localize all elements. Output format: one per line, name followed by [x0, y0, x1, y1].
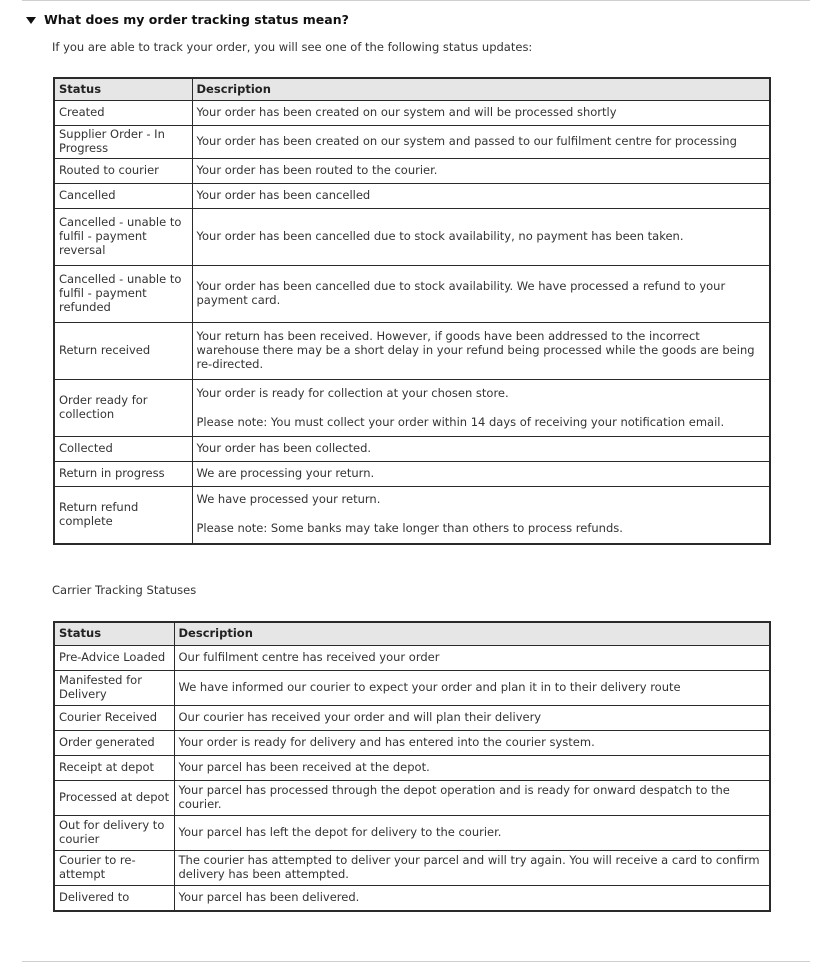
faq-intro-text: If you are able to track your order, you will see one of the following status updates:	[52, 40, 533, 54]
description-text: Please note: Some banks may take longer than others to process refunds.	[196, 521, 623, 536]
description-cell	[192, 487, 770, 544]
carrier-tracking-heading: Carrier Tracking Statuses	[52, 583, 197, 597]
description-cell	[192, 126, 770, 159]
description-text: We are processing your return.	[196, 466, 375, 481]
table-row	[54, 437, 770, 462]
description-text: Your order has been cancelled due to stock availability. We have processed a refund to your payment card.	[196, 279, 726, 307]
column-header-description: Description	[192, 78, 770, 101]
description-cell	[174, 851, 770, 886]
status-cell: Processed at depot	[54, 781, 174, 816]
description-text: Your parcel has processed through the depot operation and is ready for onward despatch to the courier.	[178, 783, 730, 811]
description-cell	[192, 266, 770, 323]
status-cell: Return refund complete	[54, 487, 192, 544]
table-row	[54, 646, 770, 671]
description-cell	[192, 184, 770, 209]
status-cell: Courier Received	[54, 706, 174, 731]
description-cell	[174, 731, 770, 756]
status-cell: Cancelled	[54, 184, 192, 209]
description-text: Your order is ready for collection at your chosen store.	[196, 385, 509, 400]
column-header-description: Description	[174, 622, 770, 646]
table-row	[54, 886, 770, 911]
table-row	[54, 671, 770, 706]
description-text: Your parcel has left the depot for delivery to the courier.	[178, 825, 502, 840]
carrier-status-table	[53, 621, 771, 912]
table-row	[54, 126, 770, 159]
table-row	[54, 209, 770, 266]
description-cell	[174, 756, 770, 781]
status-cell: Collected	[54, 437, 192, 462]
table-row	[54, 731, 770, 756]
description-text: Your order has been created on our system and will be processed shortly	[196, 105, 617, 120]
status-cell: Receipt at depot	[54, 756, 174, 781]
table-row	[54, 816, 770, 851]
description-text: Your order has been collected.	[196, 441, 372, 456]
table-row	[54, 266, 770, 323]
description-cell	[192, 380, 770, 437]
column-header-status: Status	[54, 78, 192, 101]
description-text: Your order has been routed to the courier.	[196, 163, 438, 178]
description-text: Our courier has received your order and will plan their delivery	[178, 710, 542, 725]
description-text: Your order has been created on our system and passed to our fulfilment centre for processing	[196, 134, 737, 149]
description-cell	[192, 437, 770, 462]
description-cell	[192, 209, 770, 266]
status-cell: Return received	[54, 323, 192, 380]
status-cell: Courier to re-attempt	[54, 851, 174, 886]
table-row	[54, 756, 770, 781]
description-text: Please note: You must collect your order within 14 days of receiving your notification email.	[196, 414, 725, 429]
table-row	[54, 462, 770, 487]
description-cell	[192, 462, 770, 487]
description-text: Your order has been cancelled	[196, 188, 371, 203]
faq-question-title: What does my order tracking status mean?	[44, 12, 349, 27]
table-row	[54, 781, 770, 816]
description-text: Our fulfilment centre has received your order	[178, 650, 440, 665]
description-text: The courier has attempted to deliver your parcel and will try again. You will receive a card to confirm delivery has been attempted.	[178, 853, 760, 881]
description-cell	[192, 101, 770, 126]
table-row	[54, 101, 770, 126]
description-cell	[174, 646, 770, 671]
description-cell	[192, 323, 770, 380]
faq-question-toggle[interactable]	[26, 12, 349, 27]
status-cell: Out for delivery to courier	[54, 816, 174, 851]
status-cell: Pre-Advice Loaded	[54, 646, 174, 671]
table-row	[54, 487, 770, 544]
table-row	[54, 159, 770, 184]
description-cell	[192, 159, 770, 184]
table-row	[54, 851, 770, 886]
table-row	[54, 706, 770, 731]
description-text: Your order is ready for delivery and has entered into the courier system.	[178, 735, 595, 750]
description-cell	[174, 671, 770, 706]
order-status-table	[53, 77, 771, 545]
status-cell: Manifested for Delivery	[54, 671, 174, 706]
status-cell: Created	[54, 101, 192, 126]
description-text: We have informed our courier to expect your order and plan it in to their delivery route	[178, 680, 681, 695]
status-cell: Cancelled - unable to fulfil - payment refunded	[54, 266, 192, 323]
caret-down-icon	[26, 17, 36, 24]
status-cell: Cancelled - unable to fulfil - payment reversal	[54, 209, 192, 266]
description-text: Your parcel has been delivered.	[178, 889, 360, 904]
description-cell	[174, 886, 770, 911]
table-row	[54, 323, 770, 380]
description-cell	[174, 781, 770, 816]
column-header-status: Status	[54, 622, 174, 646]
top-divider	[22, 0, 810, 1]
description-text: Your order has been cancelled due to stock availability, no payment has been taken.	[196, 229, 684, 244]
status-cell: Routed to courier	[54, 159, 192, 184]
status-cell: Return in progress	[54, 462, 192, 487]
status-cell: Supplier Order - In Progress	[54, 126, 192, 159]
bottom-divider	[22, 961, 810, 962]
status-cell: Order ready for collection	[54, 380, 192, 437]
table-header-row	[54, 622, 770, 646]
status-cell: Delivered to	[54, 886, 174, 911]
description-cell	[174, 816, 770, 851]
table-header-row	[54, 78, 770, 101]
description-text: We have processed your return.	[196, 492, 381, 507]
description-text: Your parcel has been received at the depot.	[178, 760, 430, 775]
status-cell: Order generated	[54, 731, 174, 756]
table-row	[54, 380, 770, 437]
description-text: Your return has been received. However, if goods have been addressed to the incorrect warehouse there may be a short delay in your refund being processed while the goods are being re-directed.	[196, 329, 755, 371]
description-cell	[174, 706, 770, 731]
table-row	[54, 184, 770, 209]
